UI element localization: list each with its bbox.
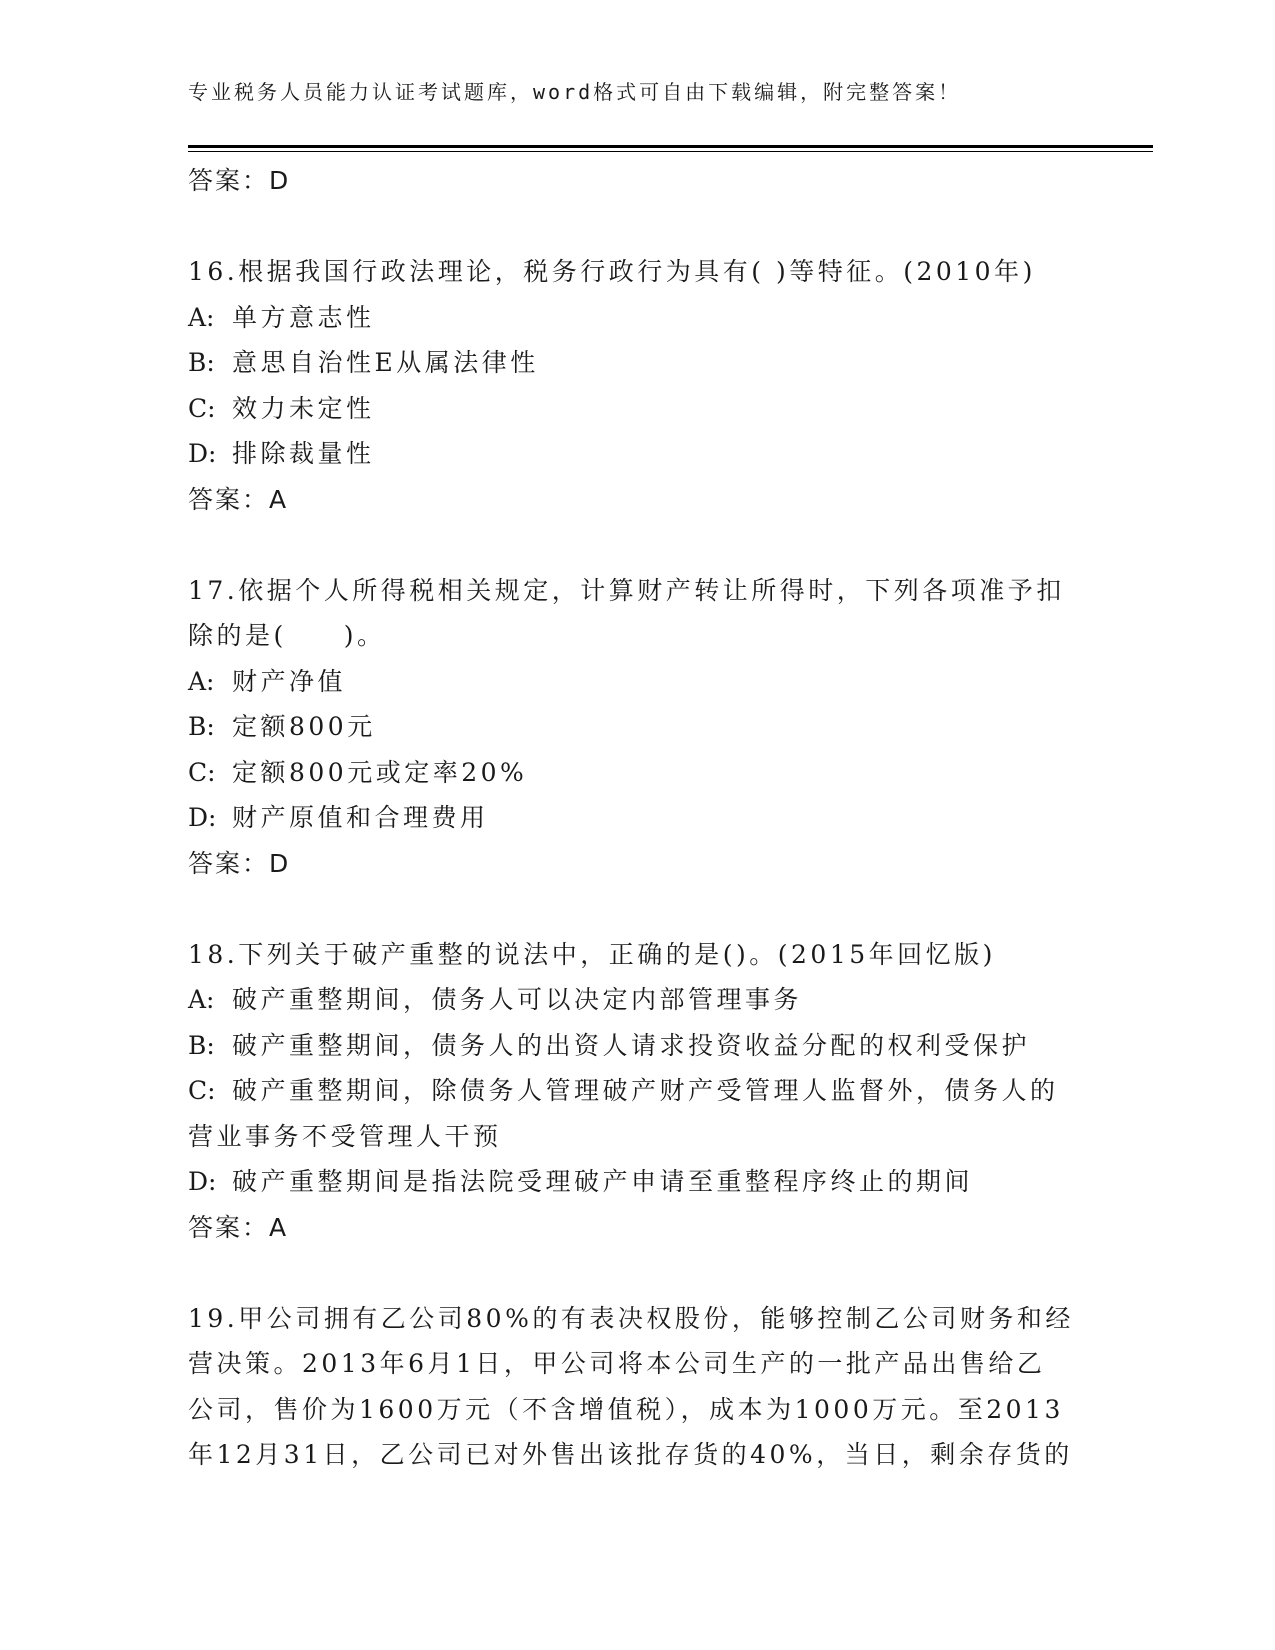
answer-line: 答案：A: [188, 484, 289, 514]
option-text: 效力未定性: [232, 393, 375, 423]
option-text: 财产原值和合理费用: [232, 803, 489, 832]
option-letter: D:: [188, 439, 217, 468]
question-stem: 16.根据我国行政法理论，税务行政行为具有( )等特征。(2010年): [188, 257, 1036, 286]
question-18: [188, 932, 1088, 1251]
option-text: 定额800元或定率20%: [232, 757, 528, 787]
option-text: 破产重整期间，债务人的出资人请求投资收益分配的权利受保护: [232, 1030, 1031, 1060]
option-letter: B:: [188, 1030, 215, 1060]
question-16: [188, 249, 1088, 522]
question-stem: 公司，售价为1600万元（不含增值税），成本为1000万元。至2013: [188, 1394, 1064, 1424]
header-rule-thin: [188, 151, 1153, 152]
question-stem: 18.下列关于破产重整的说法中，正确的是()。(2015年回忆版): [188, 939, 996, 969]
question-17: [188, 568, 1088, 887]
option-text: 破产重整期间是指法院受理破产申请至重整程序终止的期间: [232, 1167, 974, 1196]
option-text: 破产重整期间，债务人可以决定内部管理事务: [232, 985, 803, 1014]
option-letter: C:: [188, 393, 216, 423]
question-stem: 除的是( )。: [188, 621, 386, 650]
option-c: [188, 1068, 1088, 1114]
option-a: [188, 295, 1088, 341]
option-text: 破产重整期间，除债务人管理破产财产受管理人监督外，债务人的: [232, 1076, 1059, 1105]
question-stem: 年12月31日，乙公司已对外售出该批存货的40%，当日，剩余存货的: [188, 1440, 1073, 1469]
answer-line: 答案：D: [188, 848, 291, 878]
option-letter: A:: [188, 302, 215, 332]
option-b: [188, 1023, 1088, 1069]
option-b: [188, 340, 1088, 386]
option-letter: B:: [188, 712, 215, 741]
option-letter: D:: [188, 1167, 217, 1196]
option-d: [188, 431, 1088, 477]
option-letter: A:: [188, 985, 215, 1014]
option-text: 意思自治性E从属法律性: [232, 348, 539, 377]
question-stem: 17.依据个人所得税相关规定，计算财产转让所得时，下列各项准予扣: [188, 575, 1065, 605]
spacer: [188, 1250, 1088, 1296]
option-text: 排除裁量性: [232, 439, 375, 468]
option-text: 财产净值: [232, 666, 347, 696]
header-rule-thick: [188, 145, 1153, 148]
document-body: [188, 158, 1088, 1478]
option-d: [188, 1159, 1088, 1205]
option-text: 定额800元: [232, 712, 376, 741]
option-letter: B:: [188, 348, 215, 377]
page-header: 专业税务人员能力认证考试题库，word格式可自由下载编辑，附完整答案！: [188, 80, 962, 104]
option-d: [188, 795, 1088, 841]
question-stem: 19.甲公司拥有乙公司80%的有表决权股份，能够控制乙公司财务和经: [188, 1303, 1074, 1333]
option-letter: A:: [188, 666, 215, 696]
option-letter: D:: [188, 803, 217, 832]
answer-line: 答案：D: [188, 166, 291, 195]
option-b: [188, 704, 1088, 750]
spacer: [188, 204, 1088, 250]
option-text: 单方意志性: [232, 302, 375, 332]
option-letter: C:: [188, 1076, 216, 1105]
answer-line: 答案：A: [188, 1212, 289, 1242]
question-19: [188, 1296, 1088, 1478]
option-c: [188, 750, 1088, 796]
question-stem: 营决策。2013年6月1日，甲公司将本公司生产的一批产品出售给乙: [188, 1349, 1046, 1378]
spacer: [188, 886, 1088, 932]
spacer: [188, 522, 1088, 568]
option-c-continuation: 营业事务不受管理人干预: [188, 1121, 502, 1151]
option-letter: C:: [188, 757, 216, 787]
option-c: [188, 386, 1088, 432]
option-a: [188, 977, 1088, 1023]
option-a: [188, 659, 1088, 705]
